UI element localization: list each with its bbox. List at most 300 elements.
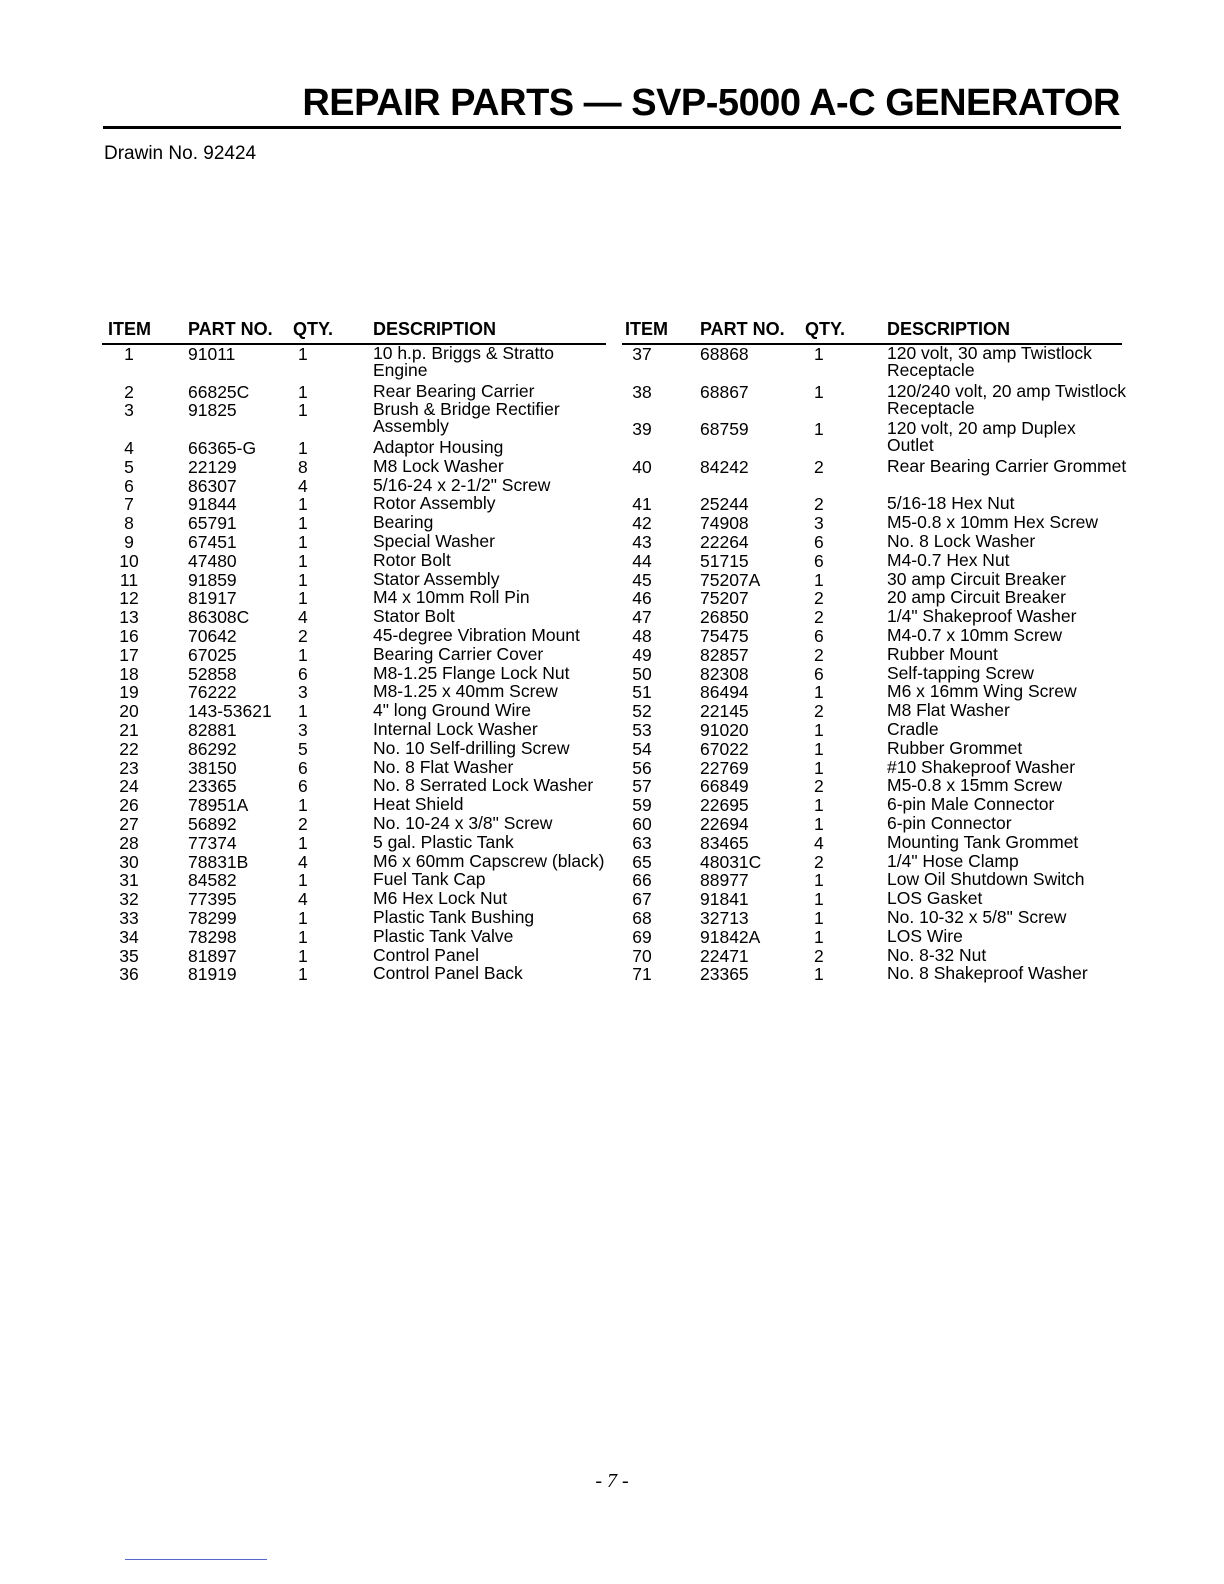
description: 120 volt, 20 amp Duplex Outlet: [887, 418, 1076, 456]
description: LOS Gasket: [887, 888, 983, 909]
table-row: [622, 906, 1122, 928]
table-row: [102, 925, 606, 947]
description: No. 8-32 Nut: [887, 944, 987, 965]
part-number: 91842A: [700, 926, 761, 947]
description: 120/240 volt, 20 amp Twistlock Receptacle: [887, 380, 1126, 418]
part-number: 86292: [188, 738, 237, 759]
description: M8 Flat Washer: [887, 700, 1010, 721]
part-number: 32713: [700, 907, 749, 928]
item-number: 57: [632, 776, 652, 797]
description: M8-1.25 x 40mm Screw: [373, 681, 558, 702]
part-number: 84582: [188, 870, 237, 891]
item-number: 4: [124, 437, 134, 458]
table-row: [102, 401, 606, 439]
description: M6 Hex Lock Nut: [373, 888, 508, 909]
quantity: 3: [298, 682, 308, 703]
item-number: 66: [632, 870, 652, 891]
item-number: 22: [119, 738, 139, 759]
footer-rule: [125, 1559, 267, 1560]
description: Bearing: [373, 512, 434, 533]
part-number: 66849: [700, 776, 749, 797]
item-number: 65: [632, 851, 652, 872]
item-number: 54: [632, 738, 652, 759]
description: 5/16-18 Hex Nut: [887, 493, 1015, 514]
part-number: 22145: [700, 701, 749, 722]
table-row: [622, 420, 1122, 458]
quantity: 4: [298, 607, 308, 628]
table-row: [102, 530, 606, 552]
quantity: 2: [814, 851, 824, 872]
description: M5-0.8 x 15mm Screw: [887, 775, 1063, 796]
table-row: [622, 718, 1122, 740]
quantity: 1: [814, 682, 824, 703]
part-number: 77374: [188, 832, 237, 853]
item-number: 16: [119, 625, 139, 646]
table-row: [102, 345, 606, 383]
quantity: 4: [298, 889, 308, 910]
table-row: [622, 455, 1127, 496]
description: Adaptor Housing: [373, 436, 504, 457]
description: #10 Shakeproof Washer: [887, 756, 1076, 777]
part-number: 78299: [188, 907, 237, 928]
description: Rotor Bolt: [373, 549, 451, 570]
quantity: 1: [298, 531, 308, 552]
part-number: 82857: [700, 644, 749, 665]
item-number: 69: [632, 926, 652, 947]
quantity: 1: [814, 926, 824, 947]
table-row: [622, 345, 1122, 383]
quantity: 1: [814, 870, 824, 891]
page-title: REPAIR PARTS — SVP-5000 A-C GENERATOR: [302, 82, 1120, 124]
header-item: ITEM: [625, 319, 668, 339]
quantity: 1: [298, 569, 308, 590]
table-row: [622, 624, 1122, 646]
description: 4" long Ground Wire: [373, 700, 531, 721]
item-number: 33: [119, 907, 139, 928]
part-number: 91011: [188, 344, 236, 364]
description: Stator Assembly: [373, 568, 500, 589]
table-body: [102, 345, 606, 984]
description: M6 x 60mm Capscrew (black): [373, 850, 605, 871]
description: 5 gal. Plastic Tank: [373, 831, 514, 852]
description: M5-0.8 x 10mm Hex Screw: [887, 512, 1099, 533]
header-item: ITEM: [108, 319, 151, 339]
table-row: [622, 871, 1122, 890]
item-number: 19: [119, 682, 139, 703]
item-number: 20: [119, 701, 139, 722]
description: Plastic Tank Valve: [373, 925, 514, 946]
part-number: 91020: [700, 719, 749, 740]
item-number: 9: [124, 531, 134, 552]
table-row: [102, 850, 606, 872]
part-number: 83465: [700, 832, 749, 853]
table-row: [622, 796, 1122, 815]
table-row: [102, 718, 606, 740]
table-row: [622, 812, 1122, 834]
part-number: 67451: [188, 531, 237, 552]
item-number: 37: [632, 344, 652, 364]
item-number: 27: [119, 813, 139, 834]
part-number: 75475: [700, 625, 749, 646]
quantity: 1: [298, 795, 308, 816]
item-number: 35: [119, 945, 139, 966]
part-number: 25244: [700, 494, 749, 515]
item-number: 56: [632, 757, 652, 778]
parts-table-left: [102, 319, 606, 984]
part-number: 74908: [700, 513, 749, 534]
quantity: 1: [814, 813, 824, 834]
item-number: 36: [119, 964, 139, 985]
part-number: 88977: [700, 870, 749, 891]
item-number: 51: [632, 682, 652, 703]
parts-table-right: [622, 319, 1127, 985]
description: 45-degree Vibration Mount: [373, 624, 580, 645]
quantity: 4: [814, 832, 824, 853]
quantity: 1: [298, 513, 308, 534]
table-row: [102, 965, 606, 984]
quantity: 1: [298, 550, 308, 571]
item-number: 26: [119, 795, 139, 816]
item-number: 38: [632, 381, 652, 402]
description: 10 h.p. Briggs & Stratto Engine: [373, 343, 554, 380]
part-number: 91825: [188, 400, 237, 421]
table-row: [102, 568, 606, 590]
table-row: [622, 831, 1122, 853]
description: 5/16-24 x 2-1/2" Screw: [373, 474, 551, 495]
header-qty: QTY.: [805, 319, 846, 339]
quantity: 2: [814, 588, 824, 609]
part-number: 65791: [188, 513, 237, 534]
part-number: 82881: [188, 719, 237, 740]
item-number: 1: [124, 344, 134, 364]
title-rule: [103, 126, 1121, 129]
quantity: 1: [298, 907, 308, 928]
item-number: 70: [632, 945, 652, 966]
part-number: 67025: [188, 644, 237, 665]
item-number: 46: [632, 588, 652, 609]
quantity: 2: [814, 945, 824, 966]
item-number: 24: [119, 776, 139, 797]
item-number: 34: [119, 926, 139, 947]
part-number: 26850: [700, 607, 749, 628]
item-number: 45: [632, 569, 652, 590]
part-number: 47480: [188, 550, 237, 571]
description: Rear Bearing Carrier: [373, 380, 535, 401]
table-row: [102, 944, 606, 966]
quantity: 1: [814, 964, 824, 985]
description: 30 amp Circuit Breaker: [887, 568, 1066, 589]
quantity: 6: [298, 663, 308, 684]
item-number: 42: [632, 513, 652, 534]
quantity: 2: [814, 607, 824, 628]
description: 6-pin Male Connector: [887, 794, 1055, 815]
table-header: [102, 319, 606, 345]
quantity: 1: [298, 964, 308, 985]
description: No. 10-32 x 5/8" Screw: [887, 906, 1067, 927]
description: M6 x 16mm Wing Screw: [887, 681, 1077, 702]
part-number: 22695: [700, 795, 749, 816]
header-part-no: PART NO.: [700, 319, 785, 339]
description: Plastic Tank Bushing: [373, 906, 535, 927]
description: 20 amp Circuit Breaker: [887, 587, 1066, 608]
quantity: 2: [814, 644, 824, 665]
quantity: 1: [814, 569, 824, 590]
part-number: 75207A: [700, 569, 761, 590]
quantity: 1: [814, 889, 824, 910]
item-number: 50: [632, 663, 652, 684]
part-number: 78831B: [188, 851, 249, 872]
description: 1/4" Shakeproof Washer: [887, 606, 1077, 627]
item-number: 5: [124, 456, 134, 477]
table-row: [102, 777, 606, 796]
quantity: 1: [814, 381, 824, 402]
quantity: 1: [814, 419, 824, 440]
description: Control Panel Back: [373, 963, 523, 984]
table-row: [102, 514, 606, 533]
quantity: 1: [298, 870, 308, 891]
table-row: [102, 455, 606, 477]
item-number: 17: [119, 644, 139, 665]
quantity: 1: [298, 437, 308, 458]
table-row: [102, 871, 606, 890]
part-number: 22264: [700, 531, 749, 552]
header-description: DESCRIPTION: [887, 319, 1011, 339]
description: Mounting Tank Grommet: [887, 831, 1079, 852]
item-number: 23: [119, 757, 139, 778]
item-number: 71: [632, 964, 652, 985]
quantity: 4: [298, 851, 308, 872]
description: Rotor Assembly: [373, 493, 496, 514]
description: Self-tapping Screw: [887, 662, 1034, 683]
quantity: 1: [814, 344, 824, 364]
quantity: 1: [298, 926, 308, 947]
quantity: 1: [298, 588, 308, 609]
quantity: 6: [298, 757, 308, 778]
item-number: 53: [632, 719, 652, 740]
part-number: 77395: [188, 889, 237, 910]
part-number: 78298: [188, 926, 237, 947]
item-number: 10: [119, 550, 139, 571]
description: Rubber Grommet: [887, 737, 1023, 758]
part-number: 51715: [700, 550, 749, 571]
part-number: 86494: [700, 682, 749, 703]
quantity: 1: [814, 719, 824, 740]
quantity: 2: [298, 625, 308, 646]
item-number: 67: [632, 889, 652, 910]
part-number: 67022: [700, 738, 749, 759]
description: M4 x 10mm Roll Pin: [373, 587, 530, 608]
description: Low Oil Shutdown Switch: [887, 869, 1085, 890]
quantity: 6: [814, 531, 824, 552]
item-number: 60: [632, 813, 652, 834]
part-number: 78951A: [188, 795, 249, 816]
part-number: 86308C: [188, 607, 250, 628]
part-number: 56892: [188, 813, 237, 834]
table-row: [622, 530, 1122, 552]
description: Control Panel: [373, 944, 480, 965]
part-number: 66365-G: [188, 437, 257, 458]
part-number: 22471: [700, 945, 749, 966]
description: No. 8 Shakeproof Washer: [887, 963, 1088, 984]
part-number: 48031C: [700, 851, 762, 872]
table-row: [102, 549, 606, 571]
quantity: 6: [814, 663, 824, 684]
part-number: 91841: [700, 889, 749, 910]
quantity: 1: [298, 701, 308, 722]
description: Rear Bearing Carrier Grommet: [887, 455, 1127, 476]
table-row: [102, 436, 606, 458]
description: M4-0.7 x 10mm Screw: [887, 624, 1063, 645]
item-number: 49: [632, 644, 652, 665]
item-number: 40: [632, 456, 652, 477]
item-number: 43: [632, 531, 652, 552]
description: Stator Bolt: [373, 606, 455, 627]
item-number: 52: [632, 701, 652, 722]
table-row: [622, 380, 1126, 421]
description: No. 8 Serrated Lock Washer: [373, 775, 594, 796]
description: M8 Lock Washer: [373, 455, 504, 476]
quantity: 8: [298, 456, 308, 477]
part-number: 22129: [188, 456, 237, 477]
quantity: 3: [298, 719, 308, 740]
description: No. 8 Lock Washer: [887, 530, 1036, 551]
table-row: [102, 589, 606, 608]
table-row: [622, 737, 1122, 759]
quantity: 2: [814, 776, 824, 797]
table-row: [622, 514, 1122, 533]
item-number: 32: [119, 889, 139, 910]
part-number: 143-53621: [188, 701, 272, 722]
table-row: [102, 474, 606, 496]
part-number: 52858: [188, 663, 237, 684]
quantity: 2: [814, 456, 824, 477]
description: Rubber Mount: [887, 643, 998, 664]
quantity: 2: [814, 701, 824, 722]
table-row: [622, 925, 1122, 947]
header-qty: QTY.: [293, 319, 334, 339]
item-number: 30: [119, 851, 139, 872]
item-number: 63: [632, 832, 652, 853]
quantity: 1: [298, 400, 308, 421]
table-body: [622, 343, 1127, 985]
table-header: [622, 319, 1122, 345]
part-number: 86307: [188, 475, 237, 496]
quantity: 1: [298, 381, 308, 402]
quantity: 5: [298, 738, 308, 759]
part-number: 22769: [700, 757, 749, 778]
table-row: [102, 906, 606, 928]
quantity: 1: [298, 344, 308, 364]
table-row: [102, 624, 606, 646]
table-row: [622, 643, 1122, 665]
description: No. 10-24 x 3/8" Screw: [373, 812, 553, 833]
table-row: [102, 831, 606, 853]
description: Heat Shield: [373, 794, 464, 815]
part-number: 82308: [700, 663, 749, 684]
item-number: 59: [632, 795, 652, 816]
table-row: [622, 702, 1122, 721]
table-row: [622, 965, 1122, 984]
item-number: 8: [124, 513, 134, 534]
part-number: 68759: [700, 419, 749, 440]
part-number: 81917: [188, 588, 237, 609]
page-number: - 7 -: [595, 1470, 629, 1492]
quantity: 1: [298, 644, 308, 665]
quantity: 6: [814, 550, 824, 571]
table-row: [102, 737, 606, 759]
quantity: 2: [298, 813, 308, 834]
quantity: 1: [814, 738, 824, 759]
item-number: 47: [632, 607, 652, 628]
item-number: 41: [632, 494, 652, 515]
item-number: 2: [124, 381, 134, 402]
item-number: 48: [632, 625, 652, 646]
item-number: 6: [124, 475, 134, 496]
item-number: 12: [119, 588, 139, 609]
part-number: 70642: [188, 625, 237, 646]
quantity: 3: [814, 513, 824, 534]
description: No. 8 Flat Washer: [373, 756, 514, 777]
header-part-no: PART NO.: [188, 319, 273, 339]
quantity: 6: [298, 776, 308, 797]
part-number: 23365: [700, 964, 749, 985]
item-number: 3: [124, 400, 134, 421]
table-row: [102, 643, 606, 665]
table-row: [622, 683, 1122, 702]
item-number: 68: [632, 907, 652, 928]
part-number: 22694: [700, 813, 749, 834]
item-number: 31: [119, 870, 139, 891]
part-number: 81897: [188, 945, 237, 966]
part-number: 91859: [188, 569, 237, 590]
header-description: DESCRIPTION: [373, 319, 497, 339]
description: No. 10 Self-drilling Screw: [373, 737, 570, 758]
quantity: 1: [814, 795, 824, 816]
item-number: 11: [119, 569, 139, 590]
quantity: 1: [814, 907, 824, 928]
table-row: [102, 495, 606, 514]
quantity: 6: [814, 625, 824, 646]
part-number: 66825C: [188, 381, 250, 402]
description: Bearing Carrier Cover: [373, 643, 544, 664]
part-number: 75207: [700, 588, 749, 609]
part-number: 91844: [188, 494, 237, 515]
description: 1/4" Hose Clamp: [887, 850, 1019, 871]
item-number: 21: [119, 719, 139, 740]
table-row: [102, 812, 606, 834]
description: LOS Wire: [887, 925, 963, 946]
description: Internal Lock Washer: [373, 718, 538, 739]
drawing-number: Drawin No. 92424: [104, 143, 257, 164]
description: Special Washer: [373, 530, 495, 551]
description: 6-pin Connector: [887, 812, 1012, 833]
table-row: [622, 549, 1122, 571]
part-number: 76222: [188, 682, 237, 703]
part-number: 23365: [188, 776, 237, 797]
part-number: 68867: [700, 381, 749, 402]
item-number: 13: [119, 607, 139, 628]
quantity: 1: [298, 832, 308, 853]
part-number: 68868: [700, 344, 749, 364]
part-number: 38150: [188, 757, 237, 778]
description: 120 volt, 30 amp Twistlock Receptacle: [887, 343, 1092, 380]
item-number: 44: [632, 550, 652, 571]
description: M4-0.7 Hex Nut: [887, 549, 1010, 570]
description: Fuel Tank Cap: [373, 869, 486, 890]
quantity: 1: [814, 757, 824, 778]
part-number: 84242: [700, 456, 749, 477]
quantity: 1: [298, 494, 308, 515]
